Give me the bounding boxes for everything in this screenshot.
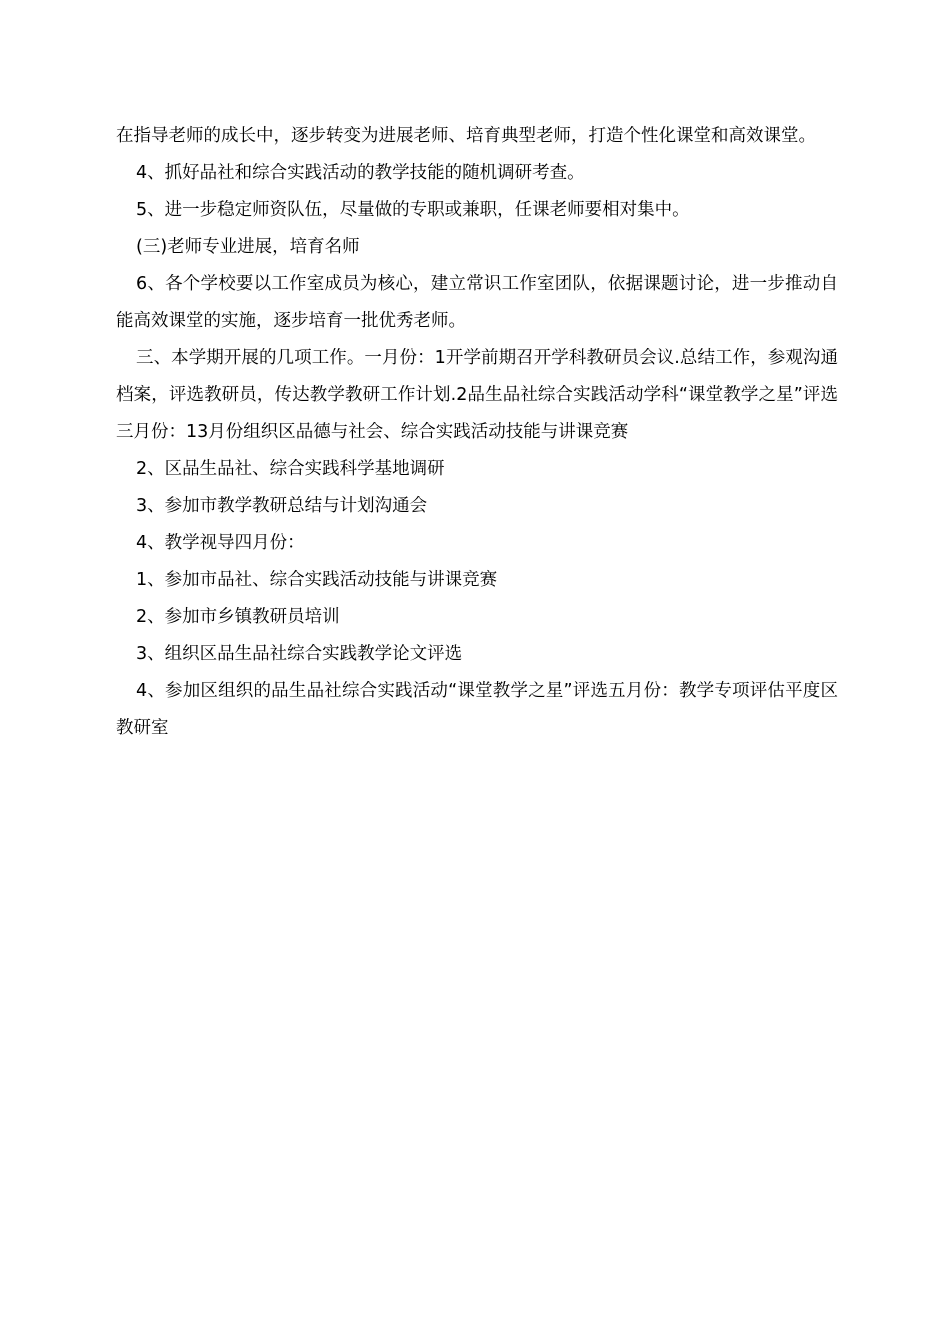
paragraph-continuation: 在指导老师的成长中，逐步转变为进展老师、培育典型老师，打造个性化课堂和高效课堂。 <box>116 126 816 146</box>
document-body <box>116 118 838 747</box>
list-item-base-research: 2、区品生品社、综合实践科学基地调研 <box>136 459 445 479</box>
list-item-paper-selection: 3、组织区品生品社综合实践教学论文评选 <box>136 644 463 664</box>
list-item-township-training: 2、参加市乡镇教研员培训 <box>136 607 340 627</box>
paragraph-item-4-skills-check: 4、抓好品社和综合实践活动的教学技能的随机调研考查。 <box>136 163 585 183</box>
section-semester-work: 三、本学期开展的几项工作。一月份：1开学前期召开学科教研员会议.总结工作，参观沟通档案，评选教研员，传达教学教研工作计划.2品生品社综合实践活动学科“课堂教学之星”评选三月份：13月份组织区品德与社会、综合实践活动技能与讲课竞赛 <box>116 348 838 442</box>
list-item-teaching-inspection: 4、教学视导四月份： <box>136 533 305 553</box>
list-item-city-competition: 1、参加市品社、综合实践活动技能与讲课竞赛 <box>136 570 498 590</box>
list-item-summary-meeting: 3、参加市教学教研总结与计划沟通会 <box>136 496 428 516</box>
list-item-classroom-star: 4、参加区组织的品生品社综合实践活动“课堂教学之星”评选五月份：教学专项评估平度区教研室 <box>116 681 838 738</box>
paragraph-item-5-staff-stability: 5、进一步稳定师资队伍，尽量做的专职或兼职，任课老师要相对集中。 <box>136 200 690 220</box>
paragraph-item-6-studio-team: 6、各个学校要以工作室成员为核心，建立常识工作室团队，依据课题讨论，进一步推动自能高效课堂的实施，逐步培育一批优秀老师。 <box>116 274 838 331</box>
section-heading-teacher-development: (三)老师专业进展，培育名师 <box>136 237 360 257</box>
